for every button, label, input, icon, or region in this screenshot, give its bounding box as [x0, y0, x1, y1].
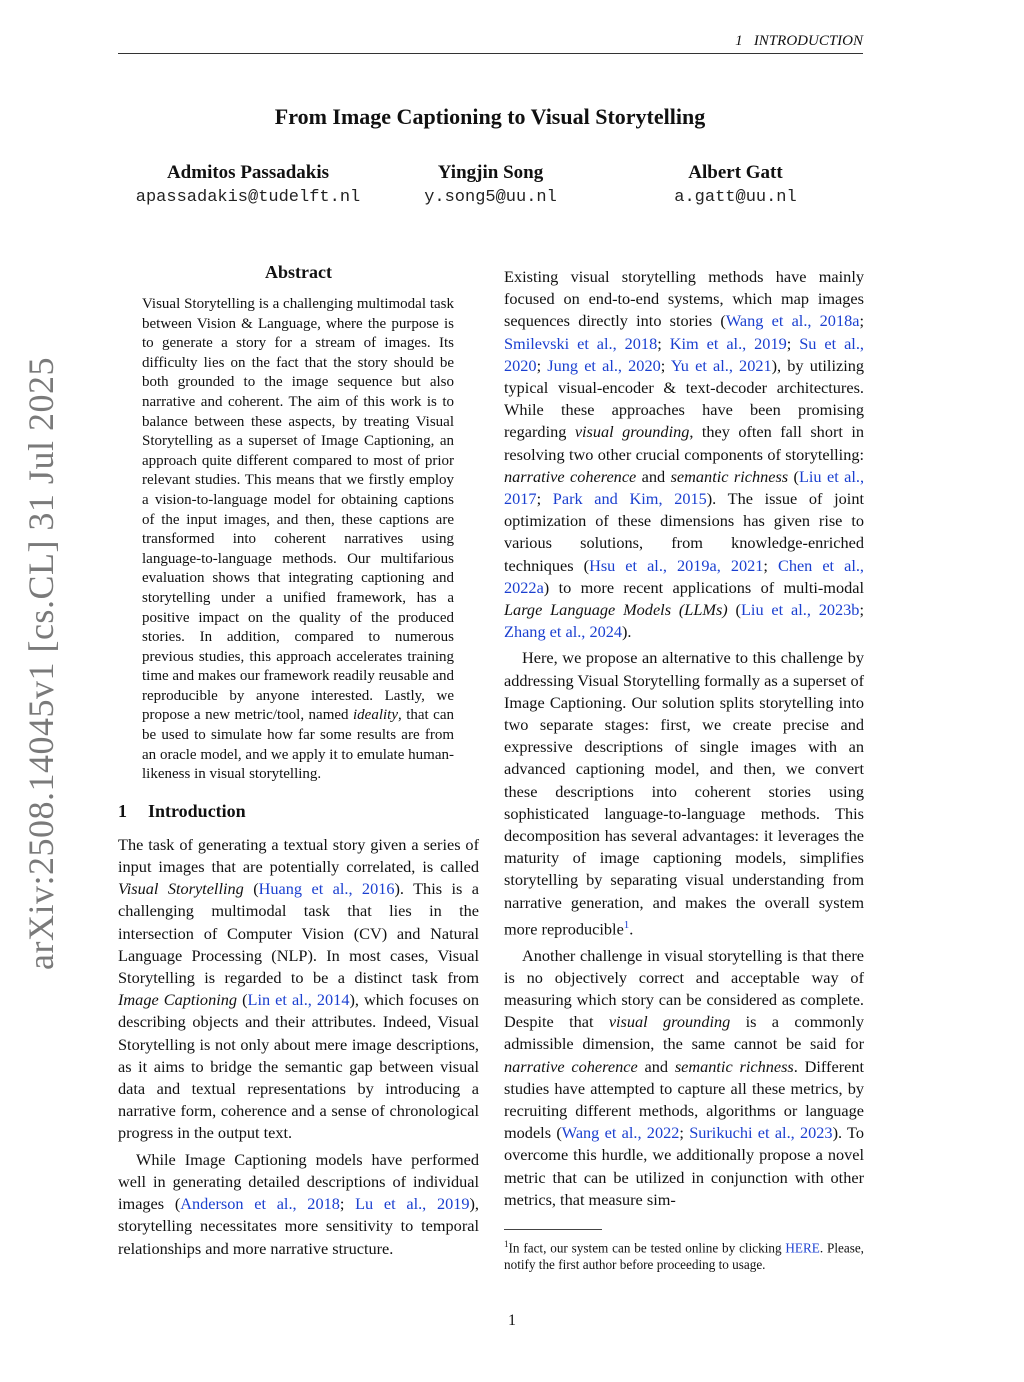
intro-paragraph-2 [118, 1149, 479, 1260]
text-run: ( [237, 990, 248, 1010]
footnote-mark: 1 [504, 1238, 509, 1249]
intro-paragraph-1 [118, 834, 479, 1145]
text-run: Another challenge in visual storytelling is that there is no objectively correct and acceptable way of measuring which story can be considered as complete. Despite that [504, 945, 864, 1032]
emphasis: narrative coherence [504, 1056, 638, 1076]
footnote [504, 1236, 864, 1273]
running-header [118, 33, 863, 54]
citation-link[interactable]: Huang et al., 2016 [258, 879, 395, 899]
citation-link[interactable]: Lu et al., 2019 [355, 1194, 470, 1214]
text-run: . Please, notify the first author before proceeding to usage. [504, 1240, 864, 1273]
text-run: ; [660, 355, 671, 375]
author-name: Admitos Passadakis [166, 162, 330, 183]
running-header-title: INTRODUCTION [753, 33, 863, 49]
text-run: ( [243, 879, 259, 899]
text-run: ). To overcome this hurdle, we additionally propose a novel metric that can be utilized in conjunction with other metrics, that measure sim- [504, 1123, 864, 1209]
author-2 [388, 162, 593, 207]
text-run: ; [859, 311, 864, 331]
citation-link[interactable]: Yu et al., 2021 [670, 355, 772, 375]
text-run: ). The issue of joint optimization of these dimensions has given rise to various solutions, from knowledge-enriched techniques ( [504, 489, 864, 575]
text-run: The task of generating a textual story given a series of input images that are potentially correlated, is called [118, 834, 479, 877]
emphasis: visual grounding [574, 422, 690, 442]
citation-link[interactable]: Wang et al., 2018a [725, 311, 860, 331]
emphasis: Visual Storytelling [118, 879, 244, 899]
text-run: ), by utilizing typical visual-encoder & text-decoder architectures. While these approaches have been promising regarding [504, 355, 864, 442]
text-run: In fact, our system can be tested online by clicking [508, 1240, 786, 1256]
citation-link[interactable]: Surikuchi et al., 2023 [689, 1123, 833, 1143]
text-run: ; [786, 333, 800, 353]
citation-link[interactable]: Liu et al., 2017 [504, 466, 865, 509]
intro-paragraph-5 [504, 945, 864, 1211]
abstract-emphasis: ideality [353, 707, 399, 724]
left-column [118, 262, 479, 1260]
page-number: 1 [508, 1312, 516, 1329]
abstract-text-part: , that can be used to simulate how far some results are from an oracle model, and we apply it to emulate human-likeness in visual storytelling. [142, 707, 455, 783]
text-run: ( [788, 466, 799, 486]
text-run: ) to more recent applications of multi-modal [543, 577, 864, 597]
text-run: ; [339, 1194, 356, 1214]
text-run: ), which focuses on describing objects and their attributes. Indeed, Visual Storytelling is not only about mere image descriptions, as it aims to bridge the semantic gap between visual data and textual representations by introducing a narrative form, coherence and a sense of chronological progress in the output text. [118, 990, 480, 1143]
citation-link[interactable]: Su et al., 2020 [504, 333, 864, 375]
citation-link[interactable]: Anderson et al., 2018 [180, 1194, 340, 1214]
citation-link[interactable]: Smilevski et al., 2018 [504, 333, 658, 353]
text-run: . [629, 919, 634, 939]
text-run: ). [622, 622, 632, 642]
text-run: and [637, 1056, 675, 1076]
text-run: ; [536, 355, 548, 375]
emphasis: narrative coherence [504, 466, 637, 486]
author-name: Albert Gatt [688, 162, 783, 183]
text-run: Existing visual storytelling methods have mainly focused on end-to-end systems, which map images sequences directly into stories ( [504, 267, 864, 331]
abstract-heading: Abstract [265, 262, 332, 282]
author-email: a.gatt@uu.nl [674, 188, 797, 207]
citation-link[interactable]: Wang et al., 2022 [561, 1123, 680, 1143]
text-run: ). This is a challenging multimodal task that lies in the intersection of Computer Vision (CV) and Natural Language Processing (NLP). In most cases, Visual Storytelling is regarded to be a distinct task from [118, 879, 479, 988]
paper-title: From Image Captioning to Visual Storytelling [274, 104, 706, 129]
text-run: Here, we propose an alternative to this challenge by addressing Visual Storytelling formally as a superset of Image Captioning. Our solution splits storytelling into two separate stages: first, we create precise and expressive descriptions of single images with an advanced captioning model, and then, we convert these descriptions into coherent stories using sophisticated language-to-language methods. This decomposition has several advantages: it leverages the maturity of image captioning models, simplifies storytelling by separating visual understanding from narrative generation, and makes the overall system more reproducible [504, 648, 865, 939]
citation-link[interactable]: Chen et al., 2022a [504, 555, 864, 597]
emphasis: Image Captioning [118, 990, 238, 1010]
footnote-divider [504, 1229, 602, 1230]
author-1 [118, 162, 378, 207]
text-run: ; [536, 489, 553, 509]
text-run: ( [727, 600, 741, 620]
emphasis: semantic richness [674, 1056, 794, 1076]
footnote-marker[interactable]: 1 [623, 918, 630, 931]
text-run: ; [679, 1123, 690, 1143]
text-run: and [636, 466, 671, 486]
citation-link[interactable]: Lin et al., 2014 [247, 990, 350, 1010]
author-3 [643, 162, 828, 207]
arxiv-stamp: arXiv:2508.14045v1 [cs.CL] 31 Jul 2025 [21, 357, 61, 970]
text-run: ; [859, 600, 864, 620]
section-title: Introduction [148, 800, 246, 821]
citation-link[interactable]: Kim et al., 2019 [669, 333, 787, 353]
text-run: ; [657, 333, 670, 353]
footnote-link[interactable]: HERE [785, 1240, 820, 1256]
text-run: ; [763, 555, 778, 575]
abstract-text [142, 295, 454, 785]
intro-paragraph-3 [504, 266, 864, 643]
text-run: While Image Captioning models have performed well in generating detailed descriptions of individual images ( [118, 1149, 479, 1214]
section-number: 1 [118, 800, 127, 821]
citation-link[interactable]: Liu et al., 2023b [740, 600, 860, 620]
text-run: ), storytelling necessitates more sensitivity to temporal relationships and more narrative structure. [118, 1194, 480, 1258]
text-run: , they often fall short in resolving two other crucial components of storytelling: [504, 422, 864, 464]
emphasis: semantic richness [670, 466, 789, 486]
citation-link[interactable]: Zhang et al., 2024 [504, 622, 623, 642]
emphasis: visual grounding [608, 1012, 731, 1032]
citation-link[interactable]: Park and Kim, 2015 [552, 489, 707, 509]
emphasis: Large Language Models (LLMs) [504, 600, 728, 620]
citation-link[interactable]: Hsu et al., 2019a, 2021 [589, 555, 764, 575]
intro-paragraph-4 [504, 647, 864, 940]
running-header-number: 1 [735, 33, 743, 49]
citation-link[interactable]: Jung et al., 2020 [547, 355, 661, 375]
text-run: . Different studies have attempted to capture all these metrics, by recruiting different methods, algorithms or language models ( [504, 1056, 865, 1143]
author-email: y.song5@uu.nl [424, 188, 557, 207]
author-name: Yingjin Song [437, 162, 544, 183]
author-email: apassadakis@tudelft.nl [135, 188, 361, 207]
right-column [504, 266, 864, 1273]
abstract-text-part: Visual Storytelling is a challenging multimodal task between Vision & Language, where the purpose is to generate a story for a stream of images. Its difficulty lies on the fact that the story should be both grounded to the image sequence but also narrative and coherent. The aim of this work is to balance between these aspects, by treating Visual Storytelling as a superset of Image Captioning, an approach quite different compared to most of prior relevant studies. This means that we firstly employ a vision-to-language model for obtaining captions of the input images, and then, these captions are transformed into coherent narratives using language-to-language methods. Our multifarious evaluation shows that integrating captioning and storytelling under a unified framework, has a positive impact on the quality of the produced stories. In addition, compared to numerous previous studies, this approach accelerates training time and makes our framework readily reusable and reproducible by anyone interested. Lastly, we propose a new metric/tool, named [142, 296, 454, 724]
section-heading-introduction [118, 801, 479, 822]
text-run: is a commonly admissible dimension, the same cannot be said for [504, 1012, 864, 1054]
